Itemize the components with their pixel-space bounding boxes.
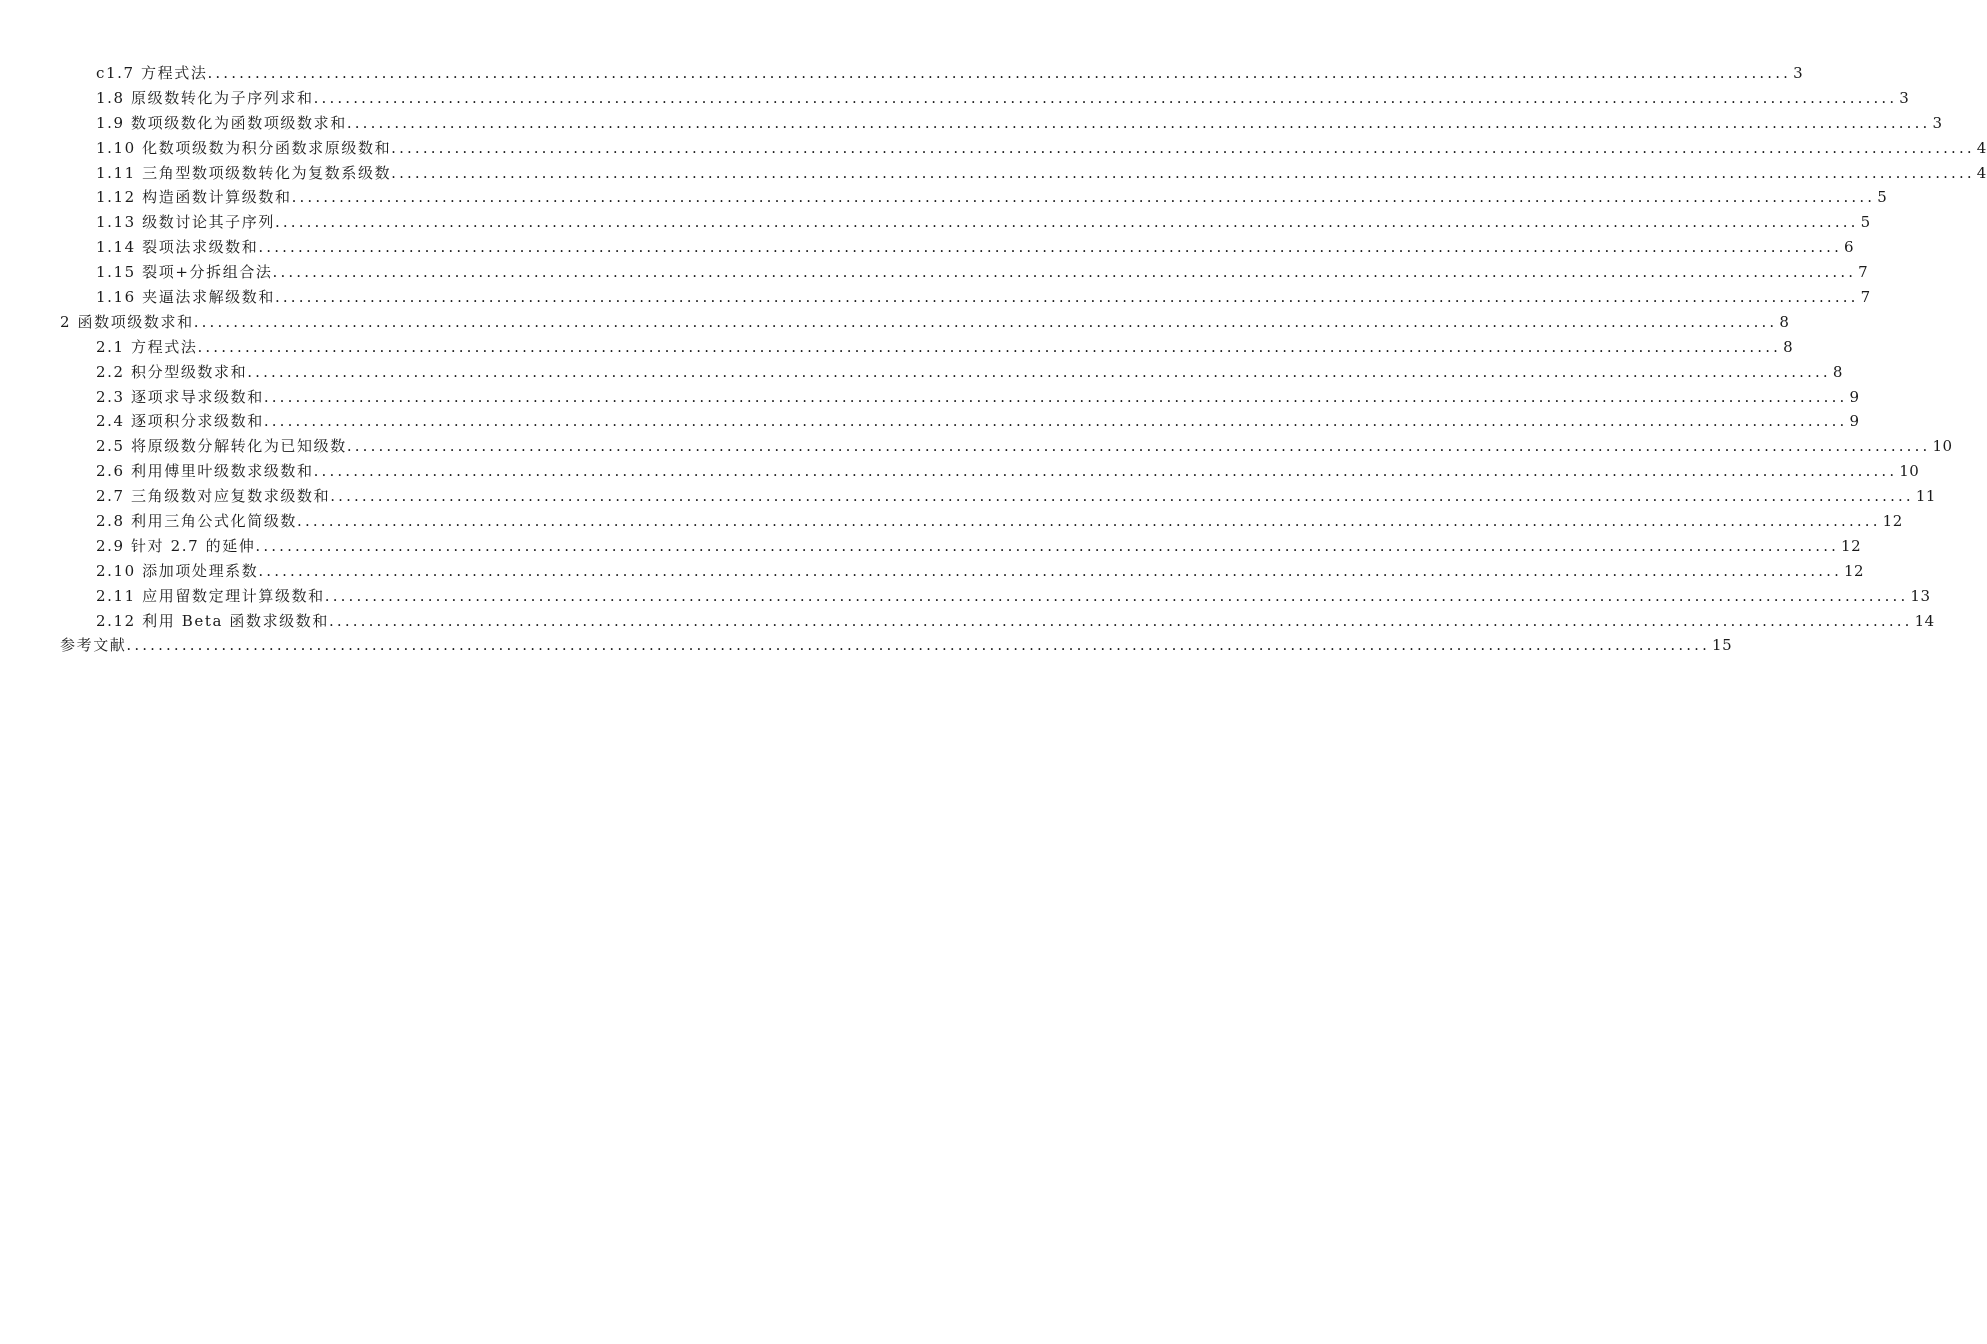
toc-entry-page: 9: [1849, 412, 1860, 431]
toc-dot-leader: ........................................................................................................................................................................................................: [330, 487, 1914, 506]
toc-entry-page: 14: [1914, 611, 1935, 630]
toc-entry-page: 11: [1915, 487, 1936, 506]
toc-entry-title: 2.11 应用留数定理计算级数和: [96, 586, 325, 605]
toc-entry[interactable]: [96, 285, 1871, 310]
toc-entry-page: 5: [1860, 213, 1871, 232]
toc-entry-page: 9: [1849, 387, 1860, 406]
toc-dot-leader: ........................................................................................................................................................................................................: [274, 213, 1859, 232]
toc-dot-leader: ........................................................................................................................................................................................................: [391, 138, 1975, 157]
toc-entry-title: 2.8 利用三角公式化简级数: [96, 512, 298, 531]
toc-entry[interactable]: [96, 136, 1987, 161]
toc-entry[interactable]: [96, 385, 1860, 410]
toc-entry-page: 5: [1877, 188, 1888, 207]
toc-entry-page: 10: [1899, 462, 1920, 481]
toc-entry-title: 1.15 裂项+分拆组合法: [96, 263, 273, 282]
toc-entry[interactable]: [96, 235, 1855, 260]
toc-entry-page: 3: [1899, 88, 1910, 107]
toc-entry[interactable]: [96, 534, 1862, 559]
toc-entry-title: 1.16 夹逼法求解级数和: [96, 288, 275, 307]
toc-entry-title: 2.6 利用傅里叶级数求级数和: [96, 462, 314, 481]
toc-entry[interactable]: [96, 584, 1931, 609]
toc-entry-title: 2.7 三角级数对应复数求级数和: [96, 487, 331, 506]
toc-dot-leader: ........................................................................................................................................................................................................: [126, 636, 1711, 655]
toc-entry-page: 10: [1932, 437, 1953, 456]
toc-entry[interactable]: [96, 111, 1943, 136]
toc-dot-leader: ........................................................................................................................................................................................................: [193, 312, 1778, 331]
toc-entry-title: 2.3 逐项求导求级数和: [96, 387, 264, 406]
toc-entry[interactable]: [96, 210, 1871, 235]
toc-entry-title: 1.13 级数讨论其子序列: [96, 213, 275, 232]
toc-dot-leader: ........................................................................................................................................................................................................: [255, 536, 1840, 555]
toc-entry-title: 2.9 针对 2.7 的延伸: [96, 536, 256, 555]
toc-entry-title: 2 函数项级数求和: [60, 312, 194, 331]
toc-entry-page: 8: [1783, 337, 1794, 356]
toc-entry-page: 4: [1976, 163, 1987, 182]
toc-entry-page: 13: [1910, 586, 1931, 605]
toc-entry[interactable]: [96, 185, 1888, 210]
toc-entry-title: 2.2 积分型级数求和: [96, 362, 248, 381]
toc-entry-title: 2.4 逐项积分求级数和: [96, 412, 264, 431]
toc-dot-leader: ........................................................................................................................................................................................................: [263, 412, 1848, 431]
toc-entry[interactable]: [96, 86, 1910, 111]
toc-entry-page: 3: [1932, 113, 1943, 132]
toc-dot-leader: ........................................................................................................................................................................................................: [197, 337, 1782, 356]
toc-entry[interactable]: [96, 409, 1860, 434]
toc-chapter-entry[interactable]: [60, 310, 1790, 335]
toc-entry[interactable]: [96, 61, 1804, 86]
toc-entry[interactable]: [96, 161, 1987, 186]
toc-references-entry[interactable]: [60, 633, 1733, 658]
toc-entry-page: 6: [1844, 238, 1855, 257]
table-of-contents: [0, 61, 1987, 658]
toc-entry-title: 1.12 构造函数计算级数和: [96, 188, 292, 207]
toc-entry-title: 1.14 裂项法求级数和: [96, 238, 259, 257]
toc-entry[interactable]: [96, 260, 1869, 285]
toc-entry-page: 3: [1793, 64, 1804, 82]
toc-entry-page: 4: [1976, 138, 1987, 157]
toc-entry[interactable]: [96, 609, 1935, 634]
toc-entry-title: 1.10 化数项级数为积分函数求原级数和: [96, 138, 392, 157]
toc-entry-title: c1.7 方程式法: [96, 64, 208, 82]
toc-entry-title: 1.8 原级数转化为子序列求和: [96, 88, 314, 107]
toc-entry-title: 1.11 三角型数项级数转化为复数系级数: [96, 163, 392, 182]
toc-dot-leader: ........................................................................................................................................................................................................: [247, 362, 1831, 381]
toc-entry-page: 15: [1712, 636, 1733, 655]
toc-entry-title: 参考文献: [60, 636, 127, 655]
toc-entry-page: 12: [1882, 512, 1903, 531]
toc-entry-page: 12: [1841, 536, 1862, 555]
toc-entry[interactable]: [96, 484, 1936, 509]
toc-dot-leader: ........................................................................................................................................................................................................: [291, 188, 1876, 207]
toc-dot-leader: ........................................................................................................................................................................................................: [263, 387, 1848, 406]
toc-dot-leader: ........................................................................................................................................................................................................: [313, 88, 1898, 107]
toc-dot-leader: ........................................................................................................................................................................................................: [346, 113, 1931, 132]
toc-entry-page: 7: [1858, 263, 1869, 282]
toc-entry[interactable]: [96, 335, 1794, 360]
toc-dot-leader: ........................................................................................................................................................................................................: [258, 561, 1842, 580]
toc-dot-leader: ........................................................................................................................................................................................................: [297, 512, 1881, 531]
toc-entry-title: 2.10 添加项处理系数: [96, 561, 259, 580]
toc-entry-title: 2.5 将原级数分解转化为已知级数: [96, 437, 347, 456]
toc-entry[interactable]: [96, 559, 1865, 584]
toc-dot-leader: ........................................................................................................................................................................................................: [272, 263, 1857, 282]
toc-dot-leader: ........................................................................................................................................................................................................: [328, 611, 1913, 630]
toc-entry[interactable]: [96, 509, 1903, 534]
toc-entry-page: 7: [1860, 288, 1871, 307]
toc-dot-leader: ........................................................................................................................................................................................................: [346, 437, 1931, 456]
toc-entry-page: 8: [1832, 362, 1843, 381]
toc-entry-title: 2.12 利用 Beta 函数求级数和: [96, 611, 329, 630]
toc-dot-leader: ........................................................................................................................................................................................................: [324, 586, 1909, 605]
toc-entry[interactable]: [96, 434, 1953, 459]
toc-dot-leader: ........................................................................................................................................................................................................: [274, 288, 1859, 307]
toc-entry-title: 2.1 方程式法: [96, 337, 198, 356]
toc-entry[interactable]: [96, 459, 1920, 484]
toc-entry[interactable]: [96, 360, 1843, 385]
toc-entry-page: 8: [1779, 312, 1790, 331]
toc-dot-leader: ........................................................................................................................................................................................................: [313, 462, 1898, 481]
toc-entry-page: 12: [1844, 561, 1865, 580]
toc-dot-leader: ........................................................................................................................................................................................................: [258, 238, 1842, 257]
toc-dot-leader: ........................................................................................................................................................................................................: [207, 64, 1792, 82]
toc-entry-title: 1.9 数项级数化为函数项级数求和: [96, 113, 347, 132]
toc-dot-leader: ........................................................................................................................................................................................................: [391, 163, 1975, 182]
